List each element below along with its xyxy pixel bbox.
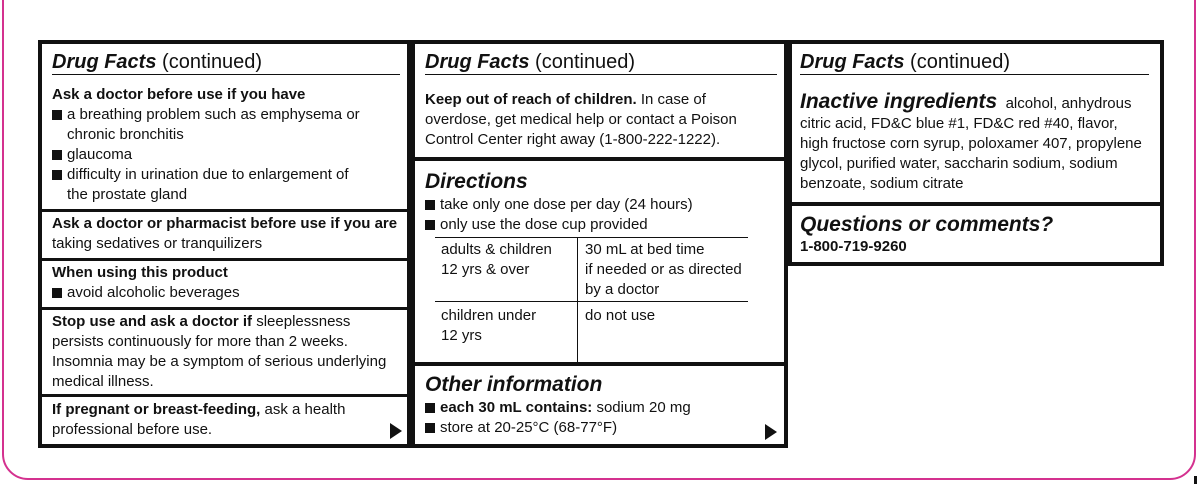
header-continued: (continued)	[910, 51, 1011, 73]
header-title: Drug Facts	[800, 51, 905, 73]
section-divider	[42, 394, 407, 397]
list-item-cont: chronic bronchitis	[67, 126, 184, 143]
table-border	[435, 237, 748, 238]
section-divider	[42, 258, 407, 261]
table-cell: 30 mL at bed time	[585, 241, 705, 258]
bullet-icon	[425, 220, 435, 230]
drug-facts-panel-2	[411, 40, 788, 448]
ask-doctor-heading: Ask a doctor before use if you have	[52, 86, 306, 103]
stop-use-line: Insomnia may be a symptom of serious underlying	[52, 353, 387, 370]
continue-arrow-icon	[390, 423, 402, 439]
section-divider	[792, 202, 1160, 206]
list-item: take only one dose per day (24 hours)	[425, 195, 693, 215]
bullet-icon	[52, 150, 62, 160]
inactive-ingredients-line: glycol, purified water, saccharin sodium, sodium	[800, 155, 1118, 172]
bullet-icon	[52, 288, 62, 298]
panel-header	[425, 50, 777, 75]
section-divider	[42, 307, 407, 310]
table-border	[435, 301, 748, 302]
header-title: Drug Facts	[52, 51, 157, 73]
list-item: difficulty in urination due to enlargement of	[52, 165, 349, 185]
ask-pharmacist-text: taking sedatives or tranquilizers	[52, 235, 263, 252]
list-item: store at 20-25°C (68-77°F)	[425, 418, 617, 438]
pregnant-line: If pregnant or breast-feeding, ask a health	[52, 401, 346, 418]
list-item: avoid alcoholic beverages	[52, 283, 240, 303]
bullet-icon	[425, 200, 435, 210]
bullet-icon	[52, 170, 62, 180]
keep-out-line: Keep out of reach of children. In case of	[425, 91, 706, 108]
panel-header	[800, 50, 1149, 75]
inactive-ingredients-line: citric acid, FD&C blue #1, FD&C red #40, flavor,	[800, 115, 1118, 132]
other-info-heading: Other information	[425, 373, 603, 396]
section-divider	[415, 157, 784, 161]
header-title: Drug Facts	[425, 51, 530, 73]
stop-use-line: persists continuously for more than 2 weeks.	[52, 333, 348, 350]
section-divider	[42, 209, 407, 212]
list-item: a breathing problem such as emphysema or	[52, 105, 360, 125]
header-continued: (continued)	[535, 51, 636, 73]
list-item: each 30 mL contains: sodium 20 mg	[425, 398, 691, 418]
panel-header	[52, 50, 400, 75]
bullet-icon	[425, 403, 435, 413]
bullet-icon	[425, 423, 435, 433]
table-border	[577, 237, 578, 362]
questions-phone: 1-800-719-9260	[800, 238, 907, 255]
header-continued: (continued)	[162, 51, 263, 73]
table-cell: 12 yrs	[441, 327, 482, 344]
inactive-ingredients-line: high fructose corn syrup, poloxamer 407, propylene	[800, 135, 1142, 152]
corner-mark	[1194, 476, 1197, 484]
stop-use-line: medical illness.	[52, 373, 154, 390]
bullet-icon	[52, 110, 62, 120]
stop-use-line: Stop use and ask a doctor if sleeplessness	[52, 313, 351, 330]
pregnant-line: professional before use.	[52, 421, 213, 438]
directions-heading: Directions	[425, 170, 528, 193]
table-cell: children under	[441, 307, 537, 324]
list-item-cont: the prostate gland	[67, 186, 188, 203]
inactive-ingredients-line: benzoate, sodium citrate	[800, 175, 964, 192]
drug-facts-panel-3	[788, 40, 1164, 266]
table-cell: 12 yrs & over	[441, 261, 530, 278]
drug-facts-panel-1	[38, 40, 411, 448]
table-cell: if needed or as directed	[585, 261, 742, 278]
list-item: glaucoma	[52, 145, 132, 165]
table-cell: by a doctor	[585, 281, 660, 298]
section-divider	[415, 362, 784, 366]
table-cell: adults & children	[441, 241, 552, 258]
continue-arrow-icon	[765, 424, 777, 440]
questions-heading: Questions or comments?	[800, 213, 1054, 236]
ask-pharmacist-heading: Ask a doctor or pharmacist before use if you are	[52, 215, 398, 232]
keep-out-line: overdose, get medical help or contact a Poison	[425, 111, 737, 128]
keep-out-line: Control Center right away (1-800-222-1222).	[425, 131, 721, 148]
table-cell: do not use	[585, 307, 656, 324]
list-item: only use the dose cup provided	[425, 215, 648, 235]
inactive-ingredients-line: Inactive ingredients alcohol, anhydrous	[800, 90, 1132, 113]
when-using-heading: When using this product	[52, 264, 228, 281]
